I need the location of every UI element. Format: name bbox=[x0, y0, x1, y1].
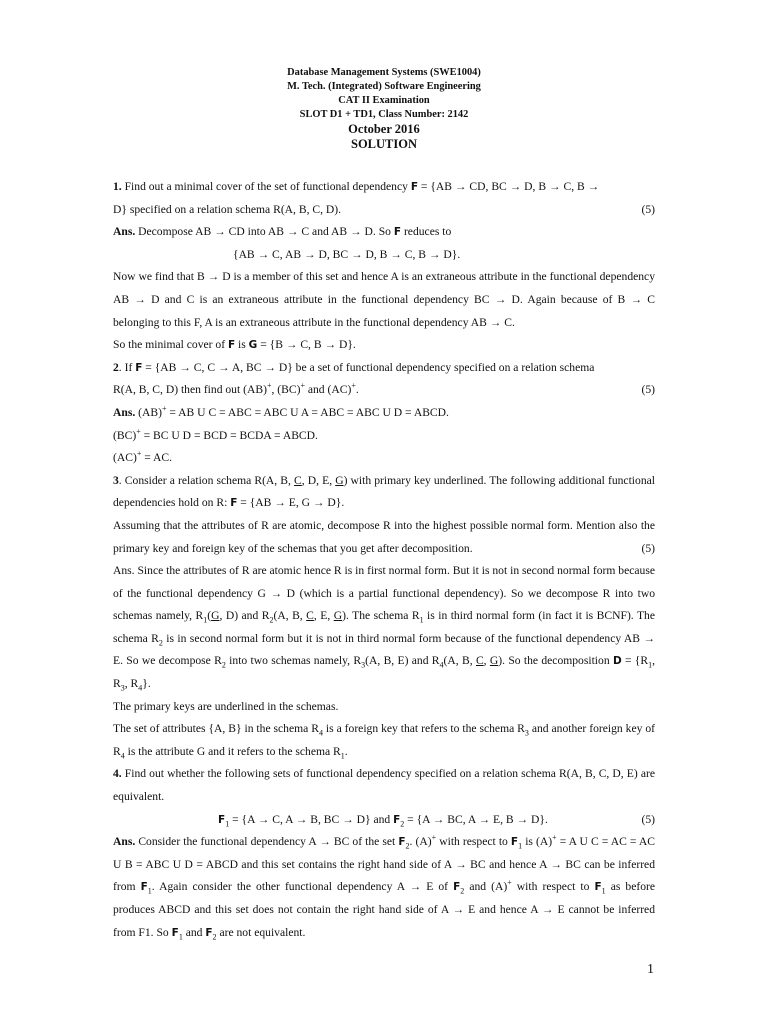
question-3-instructions: Assuming that the attributes of R are atomic, decompose R into the highest possible normal form. Mention also the primary key and foreign key of the schemas that you get after decomposition. (5) bbox=[113, 515, 655, 560]
answer-3-foreign-keys: The set of attributes {A, B} in the schema $R_4$ is a foreign key that refers to the schema $R_3$ and another foreign key of $R_4$ is the attribute G and it refers to the schema $R_1$. bbox=[113, 722, 655, 761]
question-1: 1. Find out a minimal cover of the set of functional dependency F = {AB → CD, BC → D, B → C, B → bbox=[113, 180, 600, 193]
answer-label: Ans. bbox=[113, 225, 136, 239]
answer-2-line3: (AC)+ = AC. bbox=[113, 449, 173, 465]
question-2-line2: R(A, B, C, D) then find out (AB)+, (BC)+ and (AC)+. (5) bbox=[113, 379, 655, 402]
question-4-sets: $F_1 = \{A \to C$, A → B, BC → D} and $F_2 = \{A$ → BC, A → E, B → D}. (5) bbox=[113, 809, 655, 832]
question-number: 4. bbox=[113, 767, 122, 781]
answer-4: Ans. Consider the functional dependency A → BC of the set $F_2$. (A)+ with respect to $F_1$ is (A)+ = A U C = AC = AC U B = ABC U D = ABCD and this set contains the right hand side of A → BC and hence A → BC can be inferred from $F_1$. Again consider the other functional dependency A → E of $F_2$ and (A)+ with respect to $F_1$ as before produces ABCD and this set does not contain the right hand side of A → E and hence A → E cannot be inferred from F1. So $F_1$ and $F_2$ are not equivalent. bbox=[113, 833, 656, 941]
answer-1-paragraph: Now we find that B → D is a member of this set and hence A is an extraneous attribute in the functional dependency AB → D and C is an extraneous attribute in the functional dependency BC → D. Again because of B → C belonging to this F, A is an extraneous attribute in the functional dependency AB → C. bbox=[113, 270, 655, 329]
question-2: 2. If F = {AB → C, C → A, BC → D} be a set of functional dependency specified on a relation schema bbox=[113, 360, 595, 374]
answer-1-equation: {AB → C, AB → D, BC → D, B → C, B → D}. bbox=[233, 247, 461, 261]
answer-label: Ans. bbox=[113, 835, 136, 849]
page-number: 1 bbox=[647, 962, 654, 977]
marks: (5) bbox=[641, 202, 655, 216]
answer-2-line1: Ans. (AB)+ = AB U C = ABC = ABC U A = ABC = ABC U D = ABCD. bbox=[113, 404, 449, 419]
program-name: M. Tech. (Integrated) Software Engineering bbox=[287, 81, 481, 92]
exam-name: CAT II Examination bbox=[338, 95, 430, 106]
question-number: 2 bbox=[113, 360, 119, 374]
answer-1-minimal-cover: So the minimal cover of F is G = {B → C, B → D}. bbox=[113, 338, 356, 352]
question-3: 3. Consider a relation schema R(A, B, C, D, E, G) with primary key underlined. The following additional functional dependencies hold on R: F = {AB → E, G → D}. bbox=[113, 473, 655, 510]
marks: (5) bbox=[641, 812, 655, 826]
marks: (5) bbox=[641, 541, 655, 555]
question-number: 3 bbox=[113, 473, 119, 487]
question-1-line2: D} specified on a relation schema R(A, B, C, D). (5) bbox=[113, 199, 655, 222]
exam-date: October 2016 bbox=[348, 122, 420, 136]
document-header bbox=[0, 66, 768, 151]
course-title: Database Management Systems (SWE1004) bbox=[287, 67, 481, 78]
solution-title: SOLUTION bbox=[351, 136, 417, 151]
answer-1: Ans. Decompose AB → CD into AB → C and AB → D. So F reduces to bbox=[113, 225, 452, 239]
answer-3: Ans. Since the attributes of R are atomic hence R is in first normal form. But it is not in second normal form because of the functional dependency G → D (which is a partial functional dependency). So we decompose R into two schemas namely, $R_1(G$, D) and $R_2(A$, B, C, E, G). The schema $R_1$ is in third normal form (in fact it is BCNF). The schema $R_2$ is in second normal form but it is not in third normal form because of the functional dependency AB → E. So we decompose $R_2$ into two schemas namely, $R_3(A$, B, E) and $R_4(A$, B, C, G). So the decomposition $D = \{R_1$, $R_3$, $R_4$}. bbox=[113, 564, 656, 693]
marks: (5) bbox=[641, 383, 655, 397]
answer-label: Ans. bbox=[113, 405, 136, 419]
slot-class: SLOT D1 + TD1, Class Number: 2142 bbox=[299, 109, 469, 120]
answer-3-primary-keys: The primary keys are underlined in the schemas. bbox=[113, 699, 339, 713]
answer-2-line2: (BC)+ = BC U D = BCD = BCDA = ABCD. bbox=[113, 426, 318, 442]
question-number: 1. bbox=[113, 180, 122, 193]
question-4: 4. Find out whether the following sets of functional dependency specified on a relation schema R(A, B, C, D, E) are equivalent. bbox=[113, 767, 655, 804]
document-body bbox=[113, 176, 655, 944]
